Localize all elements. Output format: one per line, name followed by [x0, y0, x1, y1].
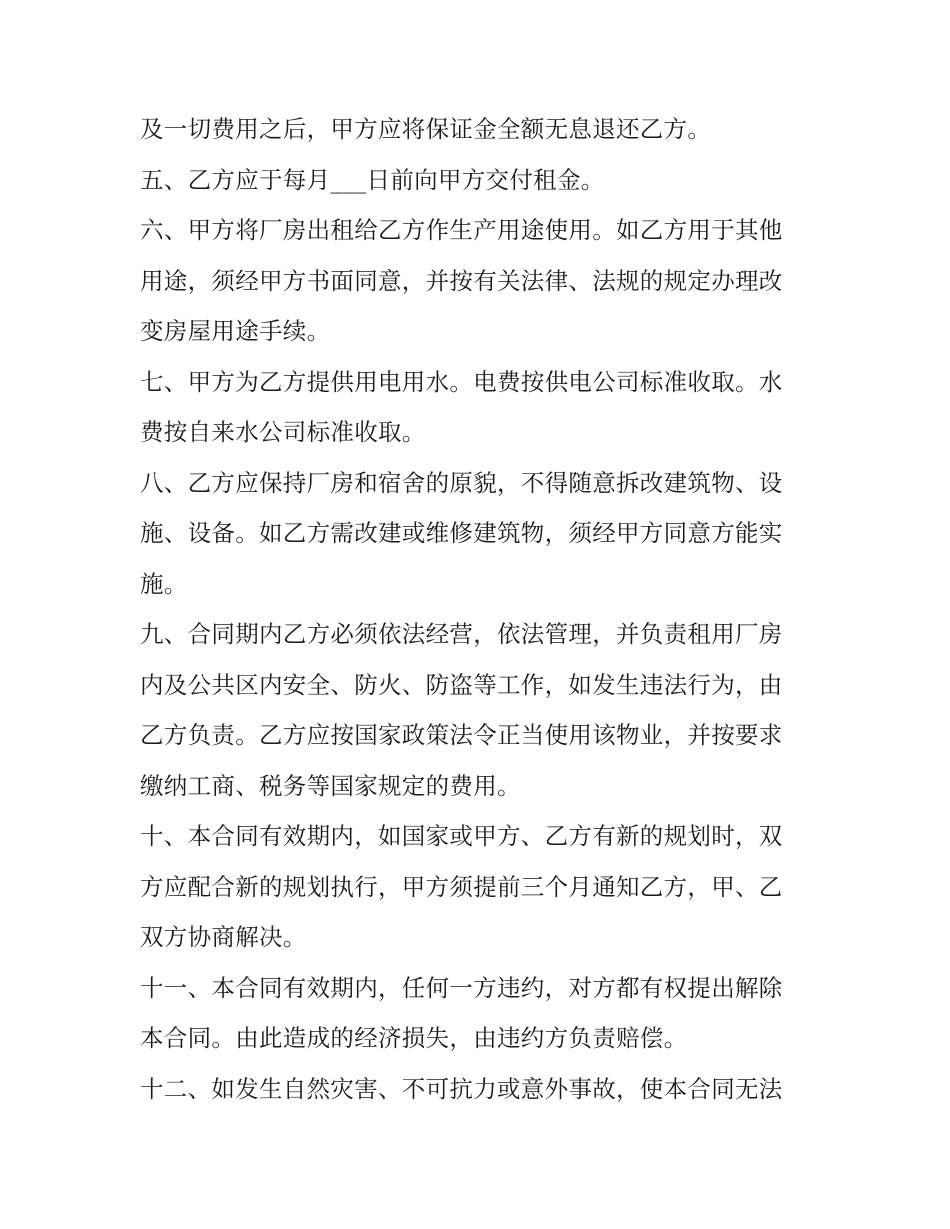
text-line: 七、甲方为乙方提供用电用水。电费按供电公司标准收取。水 — [140, 367, 783, 396]
text-line: 六、甲方将厂房出租给乙方作生产用途使用。如乙方用于其他 — [140, 216, 783, 244]
text-line: 用途，须经甲方书面同意，并按有关法律、法规的规定办理改 — [140, 266, 783, 295]
text-line: 内及公共区内安全、防火、防盗等工作，如发生违法行为，由 — [140, 670, 783, 699]
text-line: 施、设备。如乙方需改建或维修建筑物，须经甲方同意方能实 — [140, 519, 783, 547]
text-line: 十二、如发生自然灾害、不可抗力或意外事故，使本合同无法 — [140, 1074, 783, 1103]
text-line: 方应配合新的规划执行，甲方须提前三个月通知乙方，甲、乙 — [140, 872, 783, 901]
text-line: 九、合同期内乙方必须依法经营，依法管理，并负责租用厂房 — [140, 620, 783, 648]
text-line: 双方协商解决。 — [140, 923, 307, 951]
text-line: 费按自来水公司标准收取。 — [140, 418, 426, 446]
text-line: 变房屋用途手续。 — [140, 317, 331, 345]
text-line: 十、本合同有效期内，如国家或甲方、乙方有新的规划时，双 — [140, 822, 783, 850]
text-line: 本合同。由此造成的经济损失，由违约方负责赔偿。 — [140, 1024, 688, 1052]
text-line: 乙方负责。乙方应按国家政策法令正当使用该物业，并按要求 — [140, 721, 783, 749]
text-line: 十一、本合同有效期内，任何一方违约，对方都有权提出解除 — [140, 973, 783, 1002]
text-line: 及一切费用之后，甲方应将保证金全额无息退还乙方。 — [140, 115, 712, 143]
text-line: 五、乙方应于每月___日前向甲方交付租金。 — [140, 165, 605, 194]
text-line: 施。 — [140, 569, 188, 598]
document-page — [140, 104, 816, 1114]
text-line: 缴纳工商、税务等国家规定的费用。 — [140, 771, 521, 800]
text-line: 八、乙方应保持厂房和宿舍的原貌，不得随意拆改建筑物、设 — [140, 468, 783, 497]
